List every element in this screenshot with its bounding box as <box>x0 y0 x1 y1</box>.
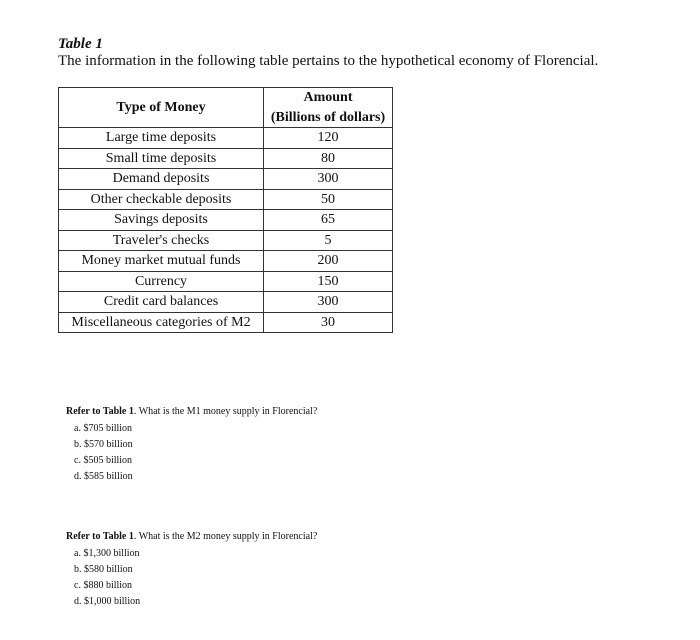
cell-type: Other checkable deposits <box>59 189 264 210</box>
question-stem <box>66 531 317 542</box>
header-type-label: Type of Money <box>116 99 206 115</box>
cell-type: Money market mutual funds <box>59 251 264 272</box>
cell-type: Demand deposits <box>59 169 264 190</box>
cell-type: Large time deposits <box>59 128 264 149</box>
cell-amount: 65 <box>264 210 393 231</box>
cell-amount: 5 <box>264 230 393 251</box>
cell-amount: 150 <box>264 271 393 292</box>
table-row <box>59 128 393 149</box>
cell-type: Miscellaneous categories of M2 <box>59 312 264 333</box>
money-table <box>58 87 393 333</box>
table-title: Table 1 <box>58 36 103 52</box>
cell-amount: 120 <box>264 128 393 149</box>
table-row <box>59 169 393 190</box>
answer-option-c[interactable]: c. $505 billion <box>74 455 133 466</box>
cell-amount: 300 <box>264 169 393 190</box>
answer-option-b[interactable]: b. $570 billion <box>74 439 133 450</box>
cell-amount: 300 <box>264 292 393 313</box>
question-refer: Refer to Table 1 <box>66 531 134 542</box>
cell-type: Credit card balances <box>59 292 264 313</box>
cell-amount: 200 <box>264 251 393 272</box>
cell-type: Currency <box>59 271 264 292</box>
answer-option-a[interactable]: a. $705 billion <box>74 423 133 434</box>
table-row <box>59 148 393 169</box>
cell-type: Small time deposits <box>59 148 264 169</box>
table-row <box>59 230 393 251</box>
header-amount-line2: (Billions of dollars) <box>270 109 386 125</box>
answer-option-d[interactable]: d. $585 billion <box>74 471 133 482</box>
table-row <box>59 292 393 313</box>
header-amount <box>264 88 393 128</box>
question-refer: Refer to Table 1 <box>66 406 134 417</box>
cell-type: Savings deposits <box>59 210 264 231</box>
cell-amount: 50 <box>264 189 393 210</box>
table-row <box>59 271 393 292</box>
answer-option-d[interactable]: d. $1,000 billion <box>74 596 141 607</box>
question-m1 <box>66 406 317 485</box>
question-text: . What is the M1 money supply in Florencial? <box>133 406 318 417</box>
question-text: . What is the M2 money supply in Florencial? <box>133 531 318 542</box>
cell-type: Traveler's checks <box>59 230 264 251</box>
table-row <box>59 210 393 231</box>
table-row <box>59 189 393 210</box>
cell-amount: 80 <box>264 148 393 169</box>
answer-option-c[interactable]: c. $880 billion <box>74 580 133 591</box>
table-header-row <box>59 88 393 128</box>
answer-option-b[interactable]: b. $580 billion <box>74 564 133 575</box>
answer-option-a[interactable]: a. $1,300 billion <box>74 548 140 559</box>
table-row <box>59 312 393 333</box>
question-stem <box>66 406 317 417</box>
question-m2 <box>66 531 317 610</box>
intro-text: The information in the following table pertains to the hypothetical economy of Florencial. <box>58 53 599 69</box>
header-amount-line1: Amount <box>303 90 353 105</box>
cell-amount: 30 <box>264 312 393 333</box>
header-type-of-money <box>59 88 264 128</box>
table-row <box>59 251 393 272</box>
